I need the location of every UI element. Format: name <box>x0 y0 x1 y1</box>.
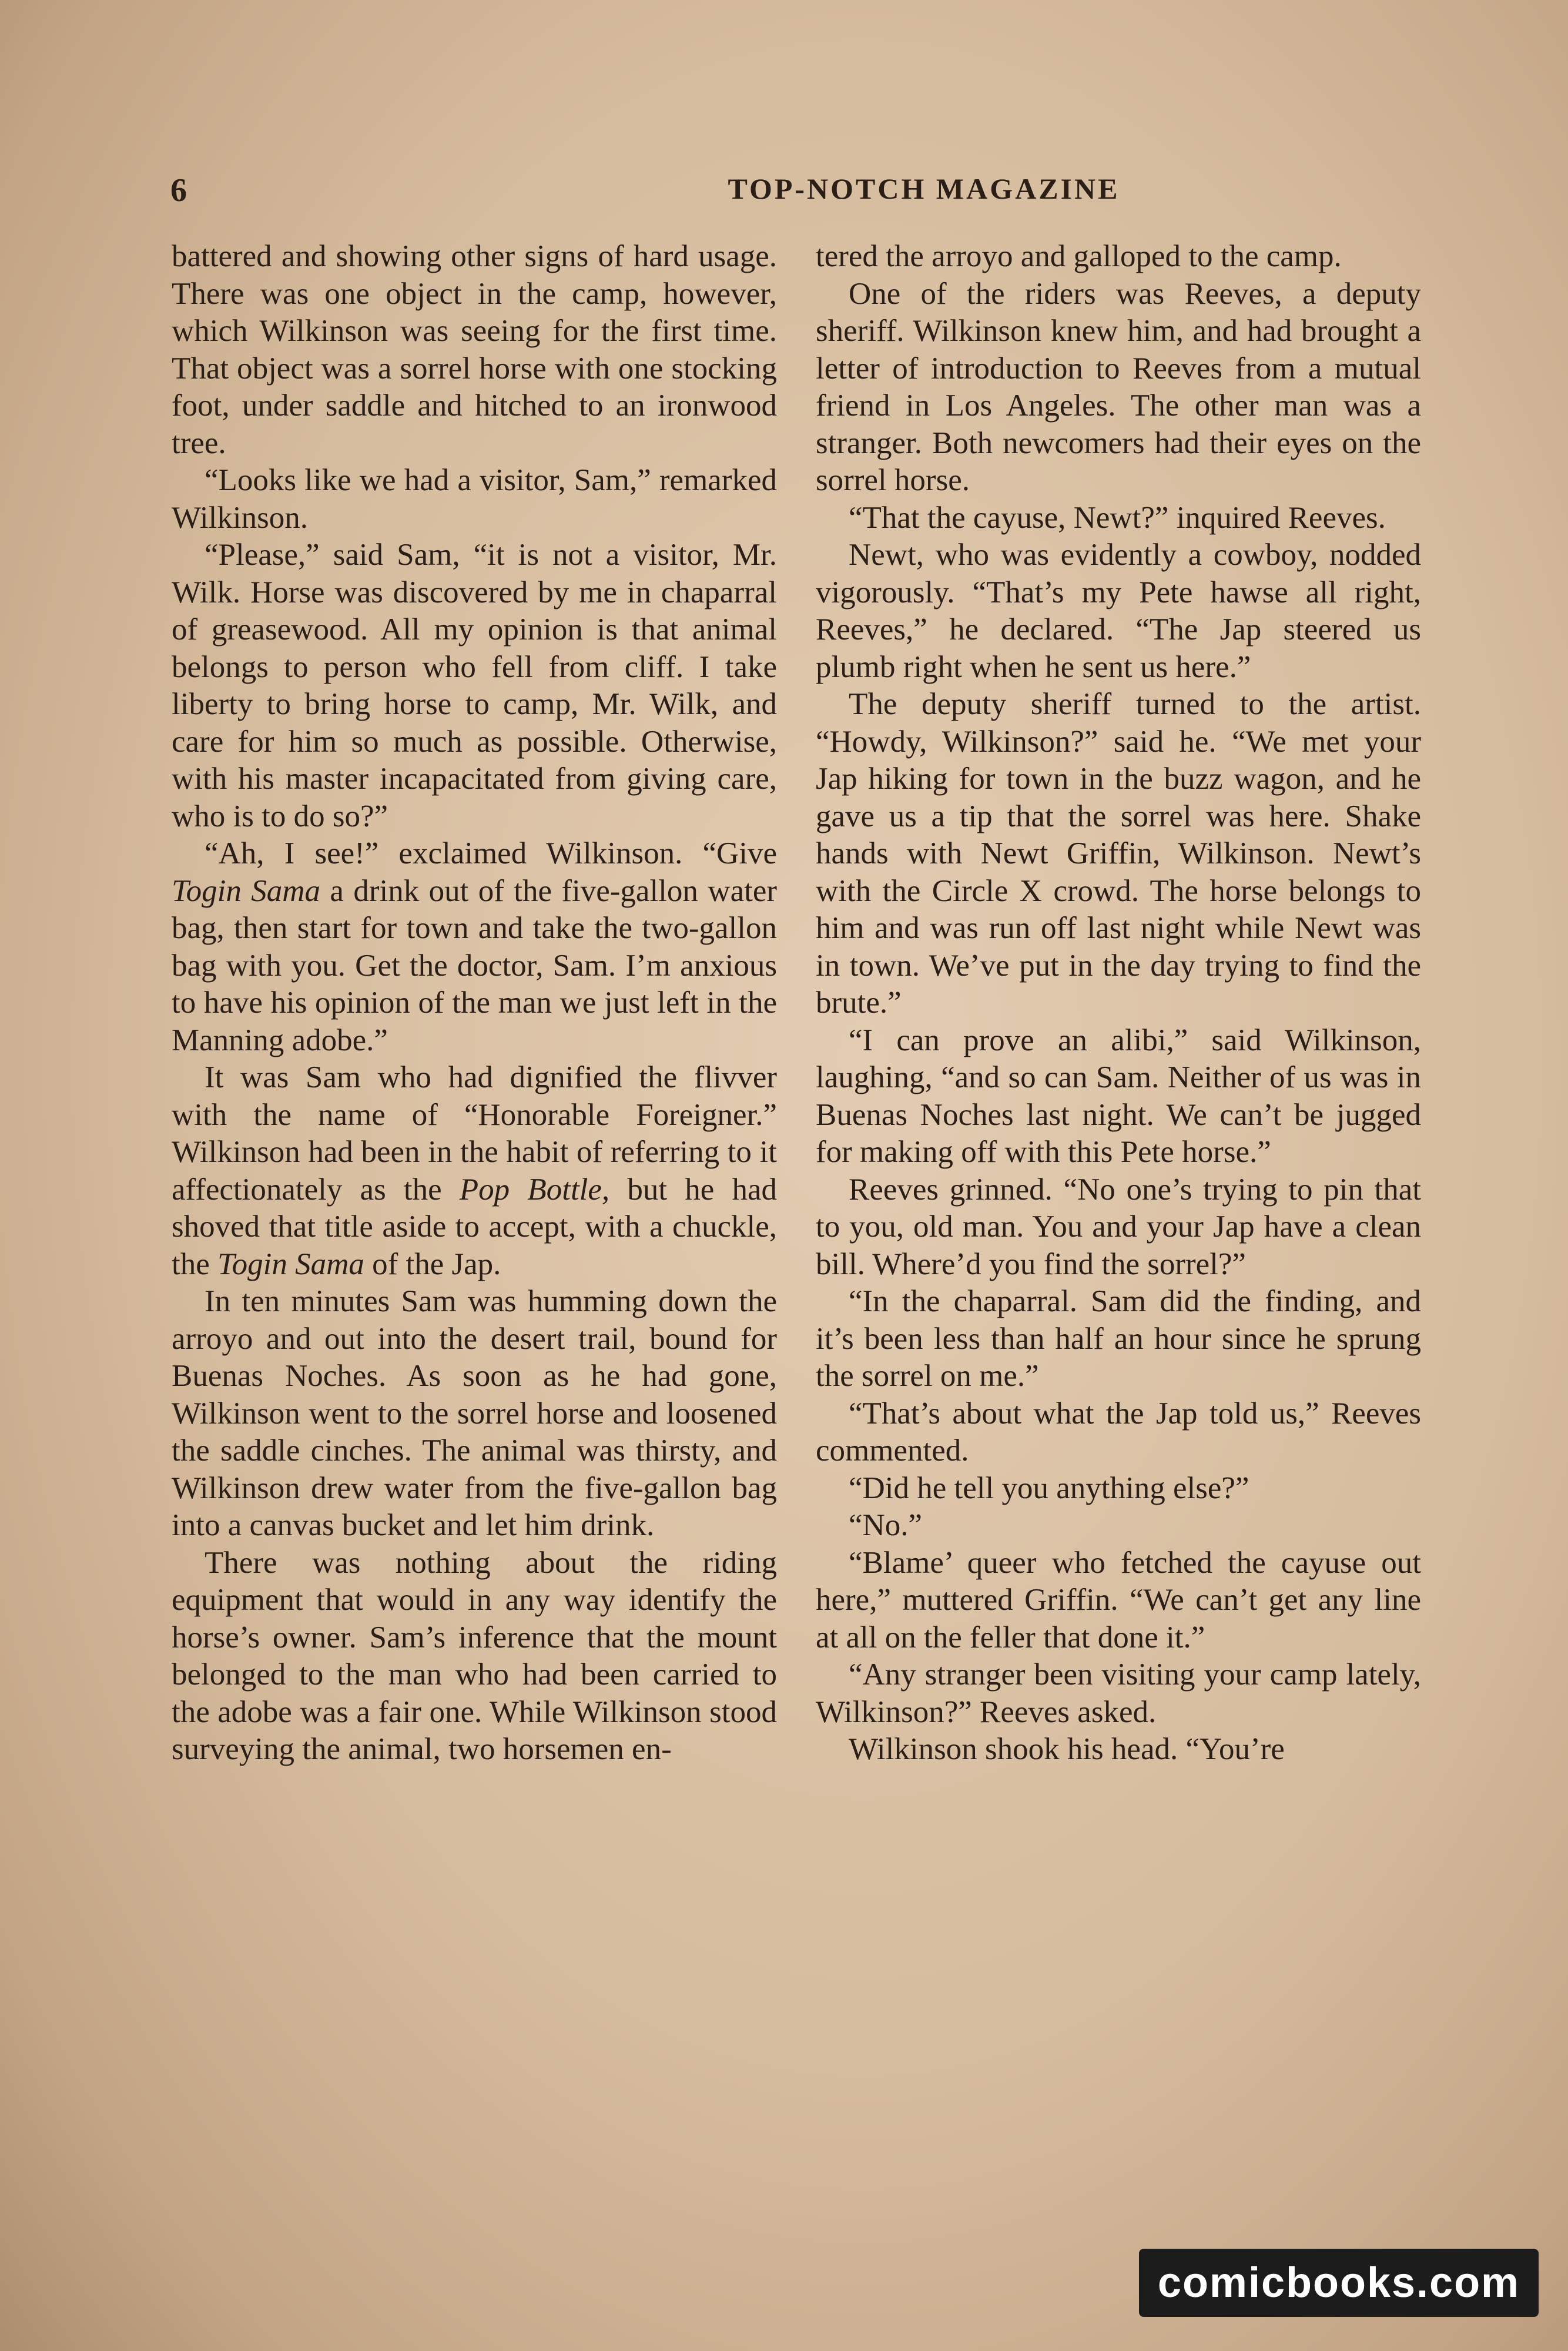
paragraph: “That the cayuse, Newt?” inquired Reeves. <box>849 500 1386 535</box>
paragraph: “Ah, I see!” exclaimed Wilkinson. “Give Togin Sama a drink out of the five-gallon water bag, then start for town and take the two-gallon bag with you. Get the doctor, Sam. I’m anxious to have his opinion of the man we just left in the Manning adobe.” <box>172 836 777 1057</box>
paragraph: “Please,” said Sam, “it is not a visitor, Mr. Wilk. Horse was discovered by me in chaparral of greasewood. All my opinion is that animal belongs to person who fell from cliff. I take liberty to bring horse to camp, Mr. Wilk, and care for him so much as possible. Otherwise, with his master incapacitated from giving care, who is to do so?” <box>172 538 777 833</box>
page-number: 6 <box>170 172 187 209</box>
italic-title: Togin Sama <box>217 1247 364 1281</box>
paragraph: The deputy sheriff turned to the artist. “Howdy, Wilkinson?” said he. “We met your Jap hiking for town in the buzz wagon, and he gave us a tip that the sorrel was here. Shake hands with Newt Griffin, Wilkinson. Newt’s with the Circle X crowd. The horse belongs to him and was run off last night while Newt was in town. We’ve put in the day trying to find the brute.” <box>816 687 1421 1020</box>
page-header <box>166 172 1429 216</box>
paragraph: “Did he tell you anything else?” <box>849 1471 1249 1505</box>
italic-title: Pop Bottle, <box>459 1172 610 1207</box>
paragraph: “Blame’ queer who fetched the cayuse out here,” muttered Griffin. “We can’t get any line at all on the feller that done it.” <box>816 1545 1421 1655</box>
paragraph: “I can prove an alibi,” said Wilkinson, laughing, “and so can Sam. Neither of us was in Buenas Noches last night. We can’t be jugged for making off with this Pete horse.” <box>816 1023 1421 1169</box>
paragraph: Reeves grinned. “No one’s trying to pin that to you, old man. You and your Jap have a clean bill. Where’d you find the sorrel?” <box>816 1172 1421 1281</box>
paragraph: “Any stranger been visiting your camp lately, Wilkinson?” Reeves asked. <box>816 1657 1421 1729</box>
paragraph: “In the chaparral. Sam did the finding, and it’s been less than half an hour since he sprung the sorrel on me.” <box>816 1284 1421 1393</box>
paragraph: In ten minutes Sam was humming down the arroyo and out into the desert trail, bound for Buenas Noches. As soon as he had gone, Wilkinson went to the sorrel horse and loosened the saddle cinches. The animal was thirsty, and Wilkinson drew water from the five-gallon bag into a canvas bucket and let him drink. <box>172 1284 777 1542</box>
paragraph: “No.” <box>849 1508 923 1542</box>
paragraph: Newt, who was evidently a cowboy, nodded vigorously. “That’s my Pete hawse all right, Reeves,” he declared. “The Jap steered us plumb right when he sent us here.” <box>816 538 1421 684</box>
paragraph: “That’s about what the Jap told us,” Reeves commented. <box>816 1396 1421 1468</box>
paragraph: One of the riders was Reeves, a deputy sheriff. Wilkinson knew him, and had brought a letter of introduction to Reeves from a mutual friend in Los Angeles. The other man was a stranger. Both newcomers had their eyes on the sorrel horse. <box>816 276 1421 497</box>
right-text-column <box>816 238 1421 1769</box>
italic-title: Togin Sama <box>172 873 321 908</box>
paragraph: It was Sam who had dignified the flivver with the name of “Honorable Foreigner.” Wilkinson had been in the habit of referring to it affectionately as the Pop Bottle, but he had shoved that title aside to accept, with a chuckle, the Togin Sama of the Jap. <box>172 1060 777 1281</box>
paragraph: Wilkinson shook his head. “You’re <box>849 1732 1285 1766</box>
paragraph: tered the arroyo and galloped to the camp. <box>816 239 1342 273</box>
paragraph: “Looks like we had a visitor, Sam,” remarked Wilkinson. <box>172 463 777 535</box>
paragraph: There was nothing about the riding equipment that would in any way identify the horse’s owner. Sam’s inference that the mount belonged to the man who had been carried to the adobe was a fair one. While Wilkinson stood surveying the animal, two horsemen en- <box>172 1545 777 1766</box>
left-text-column <box>172 238 777 1769</box>
site-watermark: comicbooks.com <box>1139 2249 1539 2317</box>
running-head: TOP-NOTCH MAGAZINE <box>728 172 1120 205</box>
paragraph: battered and showing other signs of hard usage. There was one object in the camp, however, which Wilkinson was seeing for the first time. That object was a sorrel horse with one stocking foot, under saddle and hitched to an ironwood tree. <box>172 239 777 460</box>
